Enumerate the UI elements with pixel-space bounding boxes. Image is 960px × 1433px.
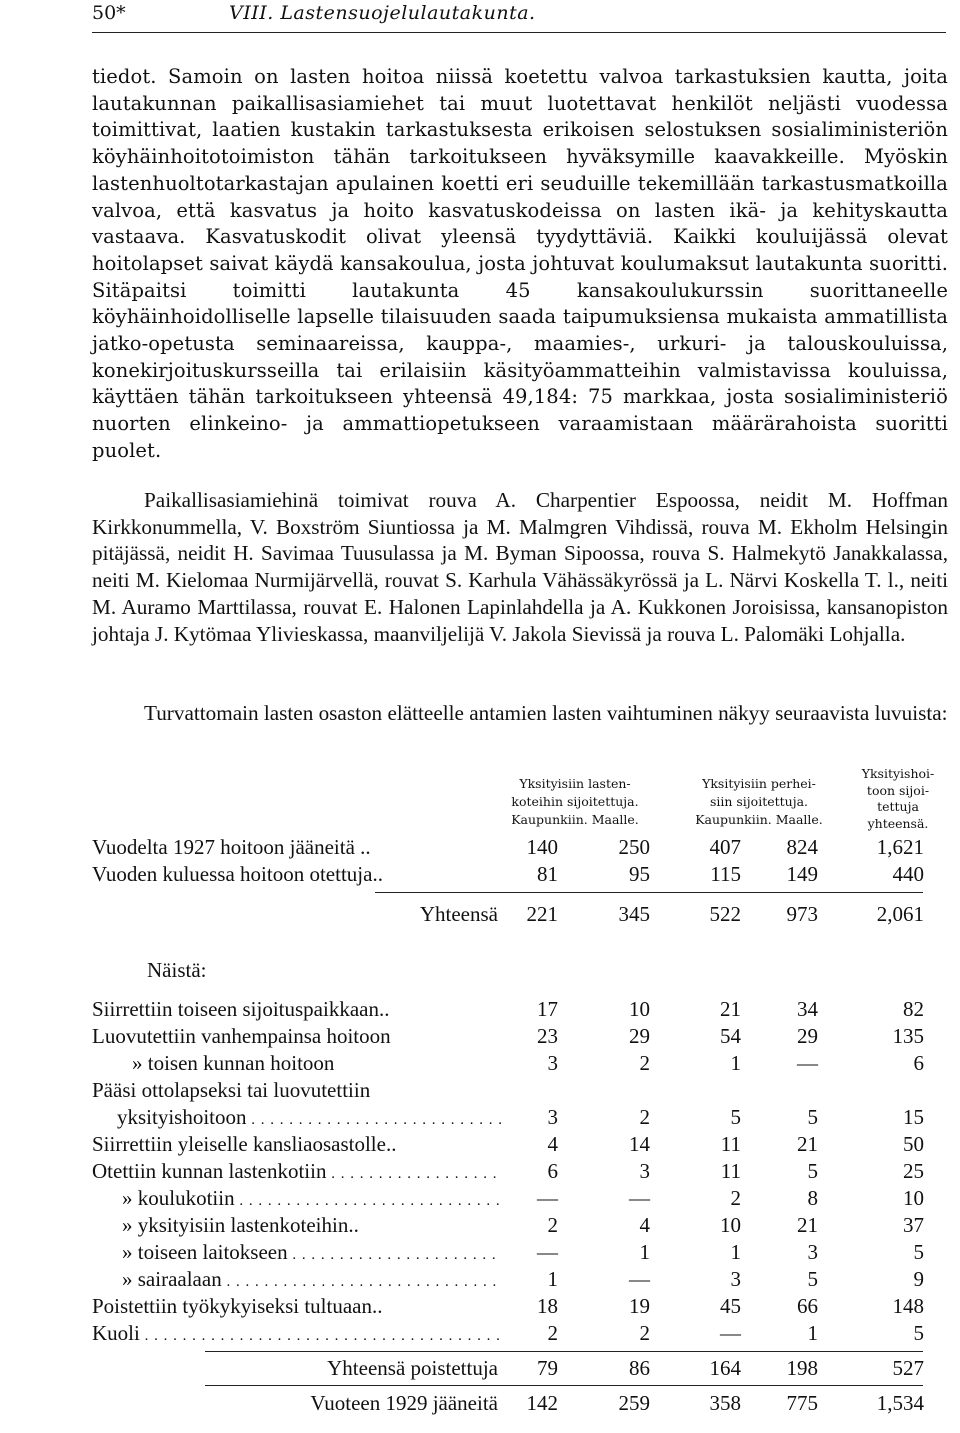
cell: 2 bbox=[639, 1105, 650, 1129]
table-row bbox=[92, 862, 928, 889]
row-label: Kuoli . . . bbox=[92, 1321, 502, 1346]
cell: 5 bbox=[807, 1105, 818, 1129]
cell: 1 bbox=[730, 1240, 741, 1264]
cell: 5 bbox=[807, 1159, 818, 1183]
cell: 164 bbox=[709, 1356, 741, 1380]
cell: 2 bbox=[730, 1186, 741, 1210]
cell: 14 bbox=[629, 1132, 650, 1156]
row-label: » sairaalaan . . . bbox=[122, 1267, 502, 1292]
cell: — bbox=[797, 1051, 818, 1075]
table-row bbox=[92, 1051, 928, 1078]
cell: 45 bbox=[720, 1294, 741, 1318]
cell: — bbox=[537, 1186, 558, 1210]
cell: 21 bbox=[720, 997, 741, 1021]
cell: 1 bbox=[547, 1267, 558, 1291]
cell: 25 bbox=[903, 1159, 924, 1183]
cell: 54 bbox=[720, 1024, 741, 1048]
cell: 17 bbox=[537, 997, 558, 1021]
table-row bbox=[92, 835, 928, 862]
cell: 5 bbox=[730, 1105, 741, 1129]
row-label: Siirrettiin toiseen sijoituspaikkaan.. bbox=[92, 997, 390, 1021]
row-label: yksityishoitoon . . . bbox=[117, 1105, 502, 1130]
column-header-line: Yksityisiin perhei- bbox=[702, 776, 816, 791]
cell: 2 bbox=[547, 1321, 558, 1345]
paragraph-3: Turvattomain lasten osaston elätteelle antamien lasten vaihtuminen näkyy seuraavista luvuista: bbox=[144, 701, 948, 725]
cell: 11 bbox=[720, 1132, 741, 1156]
cell: 440 bbox=[892, 862, 924, 886]
cell: 3 bbox=[639, 1159, 650, 1183]
cell: 259 bbox=[618, 1391, 650, 1415]
table-row bbox=[92, 1132, 928, 1159]
cell: 198 bbox=[786, 1356, 818, 1380]
sum-rule bbox=[205, 1385, 923, 1386]
row-label: Luovutettiin vanhempainsa hoitoon bbox=[92, 1024, 391, 1048]
cell: 37 bbox=[903, 1213, 924, 1237]
cell: 3 bbox=[547, 1051, 558, 1075]
running-title: VIII. Lastensuojelulautakunta. bbox=[229, 2, 536, 24]
page-header bbox=[92, 2, 946, 33]
cell: 21 bbox=[797, 1132, 818, 1156]
cell: 79 bbox=[537, 1356, 558, 1380]
column-header-perheet bbox=[670, 775, 848, 829]
cell: 2 bbox=[547, 1213, 558, 1237]
table-row bbox=[92, 1078, 928, 1105]
cell: — bbox=[629, 1267, 650, 1291]
cell: 148 bbox=[892, 1294, 924, 1318]
cell: 142 bbox=[526, 1391, 558, 1415]
cell: — bbox=[537, 1240, 558, 1264]
cell: 1 bbox=[639, 1240, 650, 1264]
row-label: » yksityisiin lastenkoteihin.. bbox=[122, 1213, 359, 1237]
cell: 11 bbox=[720, 1159, 741, 1183]
table-row bbox=[92, 1213, 928, 1240]
row-label: Pääsi ottolapseksi tai luovutettiin bbox=[92, 1078, 371, 1102]
total-row bbox=[92, 1391, 928, 1418]
cell: 66 bbox=[797, 1294, 818, 1318]
paragraph-2: Paikallisasiamiehinä toimivat rouva A. Charpentier Espoossa, neidit M. Hoffman Kirkkonummella, V. Boxström Siuntiossa ja M. Malmgren Vihdissä, rouva M. Ekholm Helsingin pitäjässä, neidit H. Savimaa Tuusulassa ja M. Byman Sipoossa, rouva S. Halmekytö Janakkalassa, neiti M. Kielomaa Nurmijärvellä, rouvat S. Karhula Vähässäkyrössä ja L. Närvi Koskella T. l., neiti M. Auramo Marttilassa, rouvat E. Halonen Lapinlahdella ja A. Kukkonen Joroisissa, kansanopiston johtaja J. Kytömaa Ylivieskassa, maanviljelijä V. Jakola Sievissä ja rouva L. Palomäki Lohjalla. bbox=[92, 488, 948, 646]
cell: 4 bbox=[639, 1213, 650, 1237]
cell: 407 bbox=[709, 835, 741, 859]
cell: 3 bbox=[547, 1105, 558, 1129]
cell: 6 bbox=[547, 1159, 558, 1183]
cell: 15 bbox=[903, 1105, 924, 1129]
column-header-line: Yksityishoi- bbox=[861, 766, 935, 781]
table-row bbox=[92, 1267, 928, 1294]
table-row bbox=[92, 1240, 928, 1267]
cell: — bbox=[629, 1186, 650, 1210]
cell: 973 bbox=[786, 902, 818, 926]
cell: 135 bbox=[892, 1024, 924, 1048]
cell: 358 bbox=[709, 1391, 741, 1415]
table-row bbox=[92, 997, 928, 1024]
cell: 34 bbox=[797, 997, 818, 1021]
cell: — bbox=[720, 1321, 741, 1345]
cell: 50 bbox=[903, 1132, 924, 1156]
cell: 1 bbox=[807, 1321, 818, 1345]
row-label: Poistettiin työkykyiseksi tultuaan.. bbox=[92, 1294, 383, 1318]
sum-rule bbox=[375, 892, 923, 893]
cell: 824 bbox=[786, 835, 818, 859]
page-number: 50* bbox=[92, 2, 126, 24]
cell: 3 bbox=[807, 1240, 818, 1264]
column-header-line: Yksityisiin lasten- bbox=[519, 776, 631, 791]
column-header-yhteensa bbox=[848, 766, 948, 832]
cell: 221 bbox=[526, 902, 558, 926]
table-row bbox=[92, 1105, 928, 1132]
cell: 10 bbox=[903, 1186, 924, 1210]
row-label: » toiseen laitokseen . . . bbox=[122, 1240, 502, 1265]
cell: 1,534 bbox=[876, 1391, 924, 1415]
cell: 2 bbox=[639, 1321, 650, 1345]
row-label: Vuoden kuluessa hoitoon otettuja.. bbox=[92, 862, 383, 886]
cell: 522 bbox=[709, 902, 741, 926]
table-row bbox=[92, 1159, 928, 1186]
section-label: Näistä: bbox=[147, 958, 207, 982]
column-header-line: toon sijoi- bbox=[866, 782, 930, 798]
table-row bbox=[92, 1024, 928, 1051]
cell: 4 bbox=[547, 1132, 558, 1156]
table-row bbox=[92, 1321, 928, 1348]
cell: 1,621 bbox=[876, 835, 924, 859]
cell: 3 bbox=[730, 1267, 741, 1291]
sum-rule bbox=[205, 1351, 923, 1352]
table-row bbox=[92, 1294, 928, 1321]
cell: 8 bbox=[807, 1186, 818, 1210]
cell: 2 bbox=[639, 1051, 650, 1075]
row-label: Siirrettiin yleiselle kansliaosastolle.. bbox=[92, 1132, 397, 1156]
cell: 95 bbox=[629, 862, 650, 886]
total-row bbox=[92, 902, 928, 929]
cell: 9 bbox=[913, 1267, 924, 1291]
cell: 1 bbox=[730, 1051, 741, 1075]
column-header-line: siin sijoitettuja. bbox=[709, 794, 809, 809]
column-header-line: koteihin sijoitettuja. bbox=[511, 794, 639, 809]
table-row bbox=[92, 1186, 928, 1213]
cell: 250 bbox=[618, 835, 650, 859]
row-label: Yhteensä poistettuja bbox=[327, 1356, 498, 1380]
total-row bbox=[92, 1356, 928, 1383]
cell: 527 bbox=[892, 1356, 924, 1380]
cell: 21 bbox=[797, 1213, 818, 1237]
row-label: Yhteensä bbox=[419, 902, 498, 926]
cell: 10 bbox=[720, 1213, 741, 1237]
column-header-line: tettuja bbox=[877, 799, 919, 814]
cell: 5 bbox=[807, 1267, 818, 1291]
cell: 86 bbox=[629, 1356, 650, 1380]
cell: 5 bbox=[913, 1321, 924, 1345]
cell: 29 bbox=[629, 1024, 650, 1048]
cell: 5 bbox=[913, 1240, 924, 1264]
cell: 29 bbox=[797, 1024, 818, 1048]
row-label: Otettiin kunnan lastenkotiin . . . bbox=[92, 1159, 502, 1184]
cell: 2,061 bbox=[876, 902, 924, 926]
cell: 19 bbox=[629, 1294, 650, 1318]
cell: 140 bbox=[526, 835, 558, 859]
cell: 23 bbox=[537, 1024, 558, 1048]
cell: 149 bbox=[786, 862, 818, 886]
paragraph-1: tiedot. Samoin on lasten hoitoa niissä koetettu valvoa tarkastuksien kautta, joita lautakunnan paikallisasiamiehet tai muut luotettavat henkilöt neljästi vuodessa toimittivat, laatien kustakin tarkastuksesta erikoisen selostuksen sosialiministeriön köyhäinhoitotoimiston tähän tarkoitukseen hyväksymille kaavakkeille. Myöskin lastenhuoltotarkastajan apulainen koetti eri seuduille tekemillään tarkastusmatkoilla valvoa, että kasvatus ja hoito kasvatuskodeissa on lasten ikä- ja kehityskautta vastaava. Kasvatuskodit olivat yleensä tyydyttäviä. Kaikki kouluijässä olevat hoitolapset saivat käydä kansakoulua, josta johtuvat koulumaksut lautakunta suoritti. Sitäpaitsi toimitti lautakunta 45 kansakoulukurssin suorittaneelle köyhäinhoidolliselle lapselle tilaisuuden saada taipumuksiensa mukaista ammatillista jatko-opetusta seminaareissa, kauppa-, maamies-, urkuri- ja talouskouluissa, konekirjoituskursseilla tai erilaisiin käsityöammatteihin valmistavissa kouluissa, käyttäen tähän tarkoitukseen yhteensä 49,184: 75 markkaa, josta sosialiministeriö nuorten elinkeino- ja ammattiopetukseen varaamistaan määrärahoista suoritti puolet. bbox=[92, 65, 948, 462]
row-label: » toisen kunnan hoitoon bbox=[132, 1051, 335, 1075]
row-label: » koulukotiin . . . bbox=[122, 1186, 502, 1211]
cell: 82 bbox=[903, 997, 924, 1021]
cell: 6 bbox=[913, 1051, 924, 1075]
cell: 115 bbox=[710, 862, 741, 886]
column-header-line: Kaupunkiin. Maalle. bbox=[511, 812, 639, 827]
row-label: Vuoteen 1929 jääneitä bbox=[310, 1391, 498, 1415]
cell: 775 bbox=[786, 1391, 818, 1415]
cell: 18 bbox=[537, 1294, 558, 1318]
cell: 81 bbox=[537, 862, 558, 886]
cell: 345 bbox=[618, 902, 650, 926]
cell: 10 bbox=[629, 997, 650, 1021]
column-header-line: Kaupunkiin. Maalle. bbox=[695, 812, 823, 827]
row-label: Vuodelta 1927 hoitoon jääneitä .. bbox=[92, 835, 371, 859]
column-header-lastenkodit bbox=[480, 775, 670, 829]
column-header-line: yhteensä. bbox=[867, 815, 929, 831]
